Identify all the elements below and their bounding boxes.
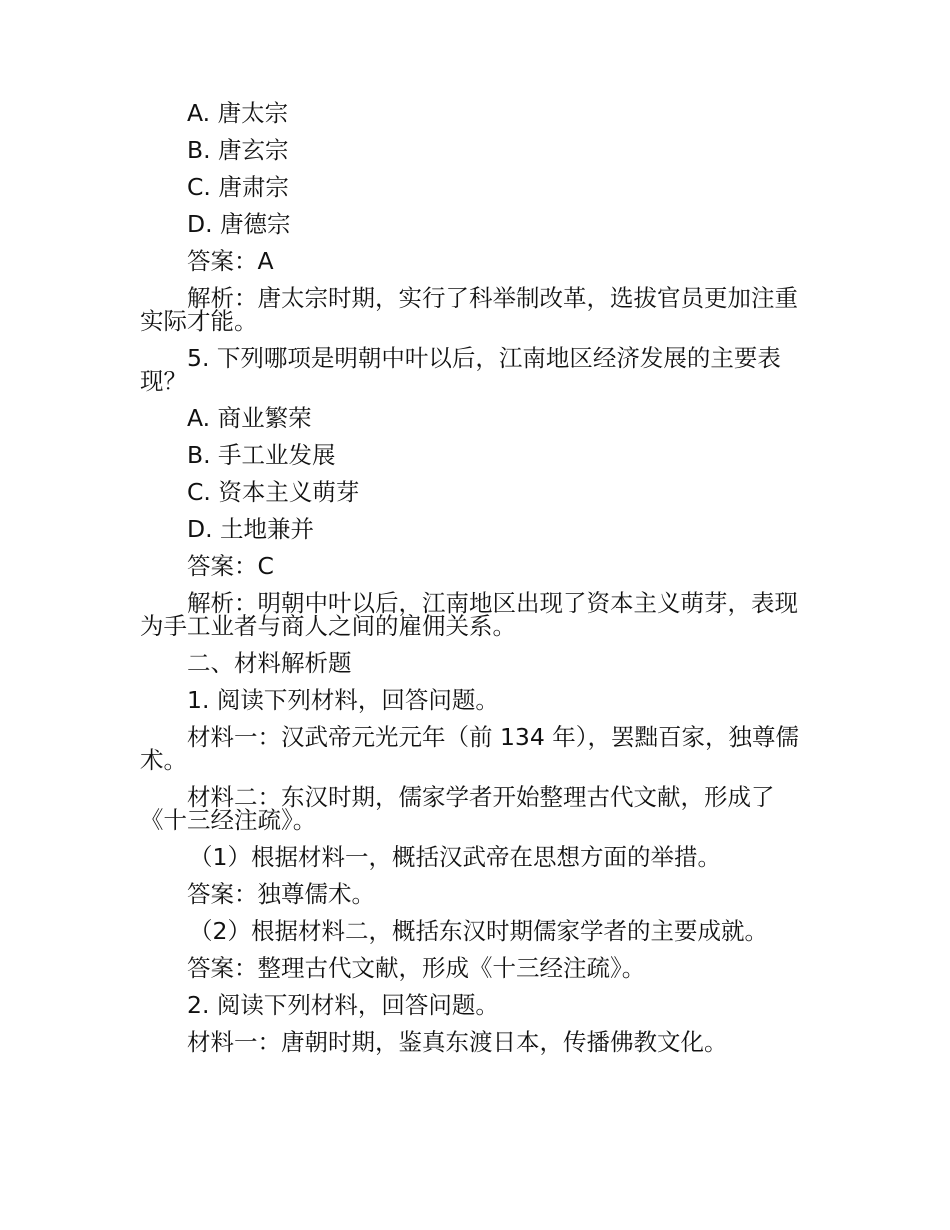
sub-question-1-2: （2）根据材料二，概括东汉时期儒家学者的主要成就。 <box>189 917 768 945</box>
answer-q4: 答案：A <box>187 247 274 275</box>
sub-question-1-1: （1）根据材料一，概括汉武帝在思想方面的举措。 <box>189 843 721 871</box>
explanation-q4: 解析：唐太宗时期，实行了科举制改革，选拔官员更加注重实际才能。 <box>140 284 798 335</box>
option-a-tang-taizong: A. 唐太宗 <box>187 99 289 127</box>
material-question-1: 1. 阅读下列材料，回答问题。 <box>187 686 499 714</box>
answer-q5: 答案：C <box>187 552 274 580</box>
question-5: 5. 下列哪项是明朝中叶以后，江南地区经济发展的主要表现？ <box>140 344 781 395</box>
answer-1-1: 答案：独尊儒术。 <box>187 880 375 908</box>
answer-1-2: 答案：整理古代文献，形成《十三经注疏》。 <box>187 954 646 982</box>
option-d-q5: D. 土地兼并 <box>187 515 315 543</box>
material-question-2: 2. 阅读下列材料，回答问题。 <box>187 991 499 1019</box>
option-d-tang-dezong: D. 唐德宗 <box>187 210 291 238</box>
explanation-q5: 解析：明朝中叶以后，江南地区出现了资本主义萌芽，表现为手工业者与商人之间的雇佣关系。 <box>140 589 798 640</box>
material-2-1: 材料一：唐朝时期，鉴真东渡日本，传播佛教文化。 <box>187 1028 728 1056</box>
option-c-q5: C. 资本主义萌芽 <box>187 478 360 506</box>
section-heading-material-analysis: 二、材料解析题 <box>187 649 352 677</box>
option-b-tang-xuanzong: B. 唐玄宗 <box>187 136 289 164</box>
document-body <box>140 99 812 1068</box>
material-1-1: 材料一：汉武帝元光元年（前 134 年），罢黜百家，独尊儒术。 <box>140 723 800 774</box>
option-c-tang-suzong: C. 唐肃宗 <box>187 173 289 201</box>
option-b-q5: B. 手工业发展 <box>187 441 336 469</box>
material-1-2: 材料二：东汉时期，儒家学者开始整理古代文献，形成了《十三经注疏》。 <box>140 783 775 834</box>
option-a-q5: A. 商业繁荣 <box>187 404 312 432</box>
